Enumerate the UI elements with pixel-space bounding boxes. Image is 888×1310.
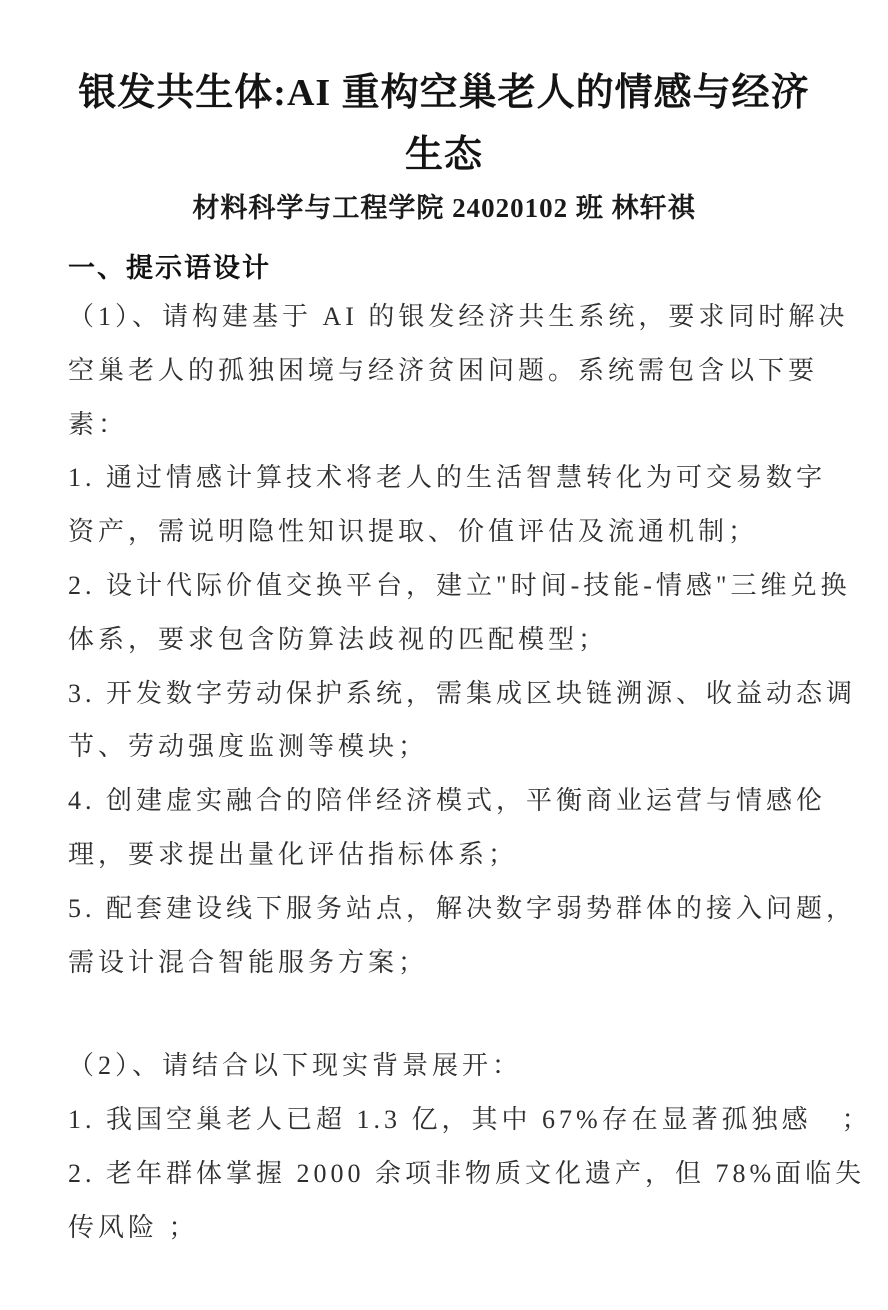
title-line-1: 银发共生体:AI 重构空巢老人的情感与经济 <box>78 72 810 114</box>
text-line: 1. 我国空巢老人已超 1.3 亿，其中 67%存在显著孤独感 ； <box>68 1105 872 1135</box>
text-line: 2. 老年群体掌握 2000 余项非物质文化遗产，但 78%面临失 <box>68 1158 866 1188</box>
title-line-2: 生态 <box>404 134 483 176</box>
section-heading-prompt-design: 一、提示语设计 <box>68 253 271 283</box>
author-byline: 材料科学与工程学院 24020102 班 林轩祺 <box>192 193 696 223</box>
text-line: 理，要求提出量化评估指标体系； <box>68 839 519 869</box>
text-line: 5. 配套建设线下服务站点，解决数字弱势群体的接入问题， <box>68 893 857 923</box>
text-line: 空巢老人的孤独困境与经济贫困问题。系统需包含以下要 <box>68 355 819 385</box>
text-line: 资产，需说明隐性知识提取、价值评估及流通机制； <box>68 517 759 547</box>
text-line: （2）、请结合以下现实背景展开： <box>68 1051 523 1081</box>
text-line: 4. 创建虚实融合的陪伴经济模式，平衡商业运营与情感伦 <box>68 786 827 816</box>
section-2-body <box>68 1039 872 1254</box>
document-title <box>34 62 854 186</box>
text-line: （1）、请构建基于 AI 的银发经济共生系统，要求同时解决 <box>68 302 849 331</box>
text-line: 素： <box>68 409 129 439</box>
text-line: 3. 开发数字劳动保护系统，需集成区块链溯源、收益动态调 <box>68 678 857 708</box>
text-line: 2. 设计代际价值交换平台，建立"时间-技能-情感"三维兑换 <box>68 570 851 600</box>
text-line: 节、劳动强度监测等模块； <box>68 732 429 762</box>
text-line: 传风险 ； <box>68 1212 199 1242</box>
text-line: 1. 通过情感计算技术将老人的生活智慧转化为可交易数字 <box>68 463 827 493</box>
text-line: 体系，要求包含防算法歧视的匹配模型； <box>68 624 609 654</box>
text-line: 需设计混合智能服务方案； <box>68 947 429 977</box>
section-1-body <box>68 290 857 989</box>
